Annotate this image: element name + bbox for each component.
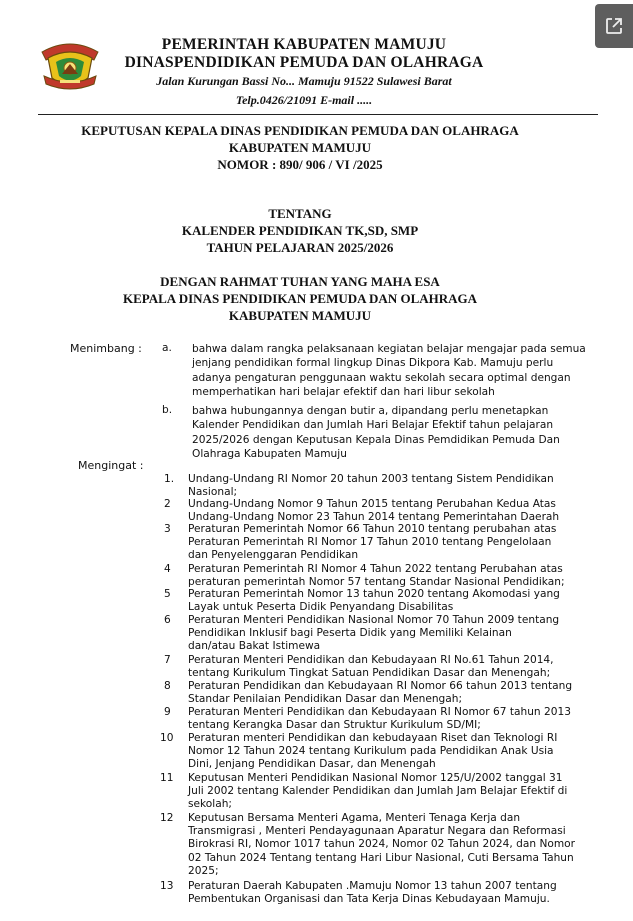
mengingat-marker: 1. [164, 473, 175, 485]
mengingat-item [188, 680, 608, 706]
mengingat-item [188, 732, 608, 772]
mengingat-marker: 5 [164, 588, 171, 600]
text-line: bahwa hubungannya dengan butir a, dipandang perlu menetapkan [192, 405, 549, 417]
letterhead-address: Jalan Kurungan Bassi No... Mamuju 91522 Sulawesi Barat [156, 74, 452, 88]
text-line: peraturan pemerintah Nomor 57 tentang Standar Nasional Pendidikan; [188, 576, 565, 589]
text-line: Peraturan menteri Pendidikan dan kebudayaan Riset dan Teknologi RI [188, 732, 558, 744]
text-line: Standar Penilaian Pendidikan Dasar dan Menengah; [188, 693, 463, 706]
about-subject-1: KALENDER PENDIDIKAN TK,SD, SMP [181, 223, 419, 238]
text-line: tentang Kurikulum Tingkat Satuan Pendidikan Dasar dan Menengah; [188, 667, 551, 680]
menimbang-label: Menimbang : [70, 342, 142, 355]
text-line: Undang-Undang Nomor 23 Tahun 2014 tentang Pemerintahan Daerah [188, 511, 560, 524]
blessing-line-1: DENGAN RAHMAT TUHAN YANG MAHA ESA [160, 274, 440, 289]
mengingat-item [188, 772, 608, 812]
text-line: Layak untuk Peserta Didik Penyandang Disabilitas [188, 601, 454, 614]
mengingat-marker: 8 [164, 680, 171, 692]
mengingat-item [188, 523, 608, 563]
decree-number: NOMOR : 890/ 906 / VI /2025 [217, 157, 383, 172]
mengingat-item [188, 654, 608, 680]
menimbang-item [192, 404, 608, 462]
text-line: memperhatikan hari belajar efektif dan hari libur sekolah [192, 386, 495, 399]
text-line: dan Penyelenggaran Pendidikan [188, 549, 359, 562]
menimbang-marker: a. [162, 342, 172, 354]
letterhead-government: PEMERINTAH KABUPATEN MAMUJU [161, 36, 447, 53]
decree-title-2: KABUPATEN MAMUJU [228, 140, 372, 155]
blessing-line-3: KABUPATEN MAMUJU [228, 308, 372, 323]
text-line: 2025/2026 dengan Keputusan Kepala Dinas Pemdidikan Pemuda Dan [192, 433, 560, 446]
decree-title-1: KEPUTUSAN KEPALA DINAS PENDIDIKAN PEMUDA DAN OLAHRAGA [81, 123, 519, 138]
text-line: Peraturan Pemerintah Nomor 13 tahun 2020 tentang Akomodasi yang [188, 588, 560, 600]
menimbang-marker: b. [162, 404, 173, 416]
text-line: 2025; [188, 864, 219, 877]
text-line: Peraturan Pemerintah Nomor 66 Tahun 2010 tentang perubahan atas [188, 523, 557, 535]
mengingat-marker: 4 [164, 563, 171, 575]
text-line: Olahraga Kabupaten Mamuju [192, 448, 347, 461]
mengingat-marker: 11 [160, 772, 174, 784]
text-line: Peraturan Daerah Kabupaten .Mamuju Nomor 13 tahun 2007 tentang [188, 880, 557, 892]
blessing-line-2: KEPALA DINAS PENDIDIKAN PEMUDA DAN OLAHRAGA [122, 291, 478, 306]
text-line: jenjang pendidikan formal lingkup Dinas Dikpora Kab. Mamuju perlu [192, 357, 554, 370]
mengingat-marker: 9 [164, 706, 171, 718]
text-line: Peraturan Pendidikan dan Kebudayaan RI Nomor 66 tahun 2013 tentang [188, 680, 573, 692]
external-link-icon [604, 16, 624, 36]
mengingat-item [188, 588, 608, 614]
mengingat-marker: 13 [160, 880, 174, 892]
text-line: Peraturan Menteri Pendidikan dan Kebudayaan RI No.61 Tahun 2014, [188, 654, 554, 666]
text-line: 02 Tahun 2024 Tentang tentang Hari Libur Nasional, Cuti Bersama Tahun [188, 851, 574, 864]
letterhead-contact: Telp.0426/21091 E-mail ..... [235, 93, 373, 107]
menimbang-item [192, 342, 592, 400]
text-line: Peraturan Pemerintah RI Nomor 4 Tahun 2022 tentang Perubahan atas [188, 563, 563, 575]
mengingat-marker: 10 [160, 732, 174, 744]
text-line: Pembentukan Organisasi dan Tata Kerja Dinas Kebudayaan Mamuju. [188, 893, 550, 906]
text-line: Kalender Pendidikan dan Jumlah Hari Belajar Efektif tahun pelajaran [192, 419, 554, 432]
text-line: tentang Kerangka Dasar dan Struktur Kurikulum SD/MI; [188, 719, 481, 732]
text-line: Transmigrasi , Menteri Pendayagunaan Aparatur Negara dan Reformasi [188, 825, 566, 838]
mengingat-item [188, 498, 608, 524]
regency-emblem-icon [40, 38, 100, 90]
text-line: Dini, Jenjang Pendidikan Dasar, dan Menengah [188, 758, 436, 771]
text-line: Undang-Undang RI Nomor 20 tahun 2003 tentang Sistem Pendidikan [188, 473, 554, 485]
text-line: Keputusan Bersama Menteri Agama, Menteri Tenaga Kerja dan [188, 812, 521, 824]
mengingat-label: Mengingat : [78, 459, 144, 472]
text-line: Pendidikan Inklusif bagi Peserta Didik yang Memiliki Kelainan [188, 627, 512, 640]
text-line: Nasional; [188, 486, 238, 499]
letterhead-agency: DINASPENDIDIKAN PEMUDA DAN OLAHRAGA [124, 54, 484, 71]
mengingat-item [188, 812, 608, 878]
letterhead [104, 36, 504, 109]
text-line: Keputusan Menteri Pendidikan Nasional Nomor 125/U/2002 tanggal 31 [188, 772, 563, 784]
text-line: sekolah; [188, 798, 232, 811]
mengingat-marker: 3 [164, 523, 171, 535]
about-subject-2: TAHUN PELAJARAN 2025/2026 [206, 240, 394, 255]
mengingat-item [188, 880, 608, 906]
text-line: adanya pengaturan penggunaan waktu sekolah secara optimal dengan [192, 371, 571, 384]
mengingat-item [188, 706, 608, 732]
expand-button[interactable] [595, 4, 633, 48]
text-line: bahwa dalam rangka pelaksanaan kegiatan belajar mengajar pada semua [192, 343, 586, 355]
mengingat-item [188, 563, 608, 589]
letterhead-divider [38, 114, 598, 115]
mengingat-marker: 12 [160, 812, 174, 824]
mengingat-marker: 6 [164, 614, 171, 626]
text-line: dan/atau Bakat Istimewa [188, 640, 321, 653]
mengingat-item [188, 614, 608, 654]
text-line: Undang-Undang Nomor 9 Tahun 2015 tentang Perubahan Kedua Atas [188, 498, 556, 510]
mengingat-marker: 7 [164, 654, 171, 666]
text-line: Peraturan Menteri Pendidikan Nasional Nomor 70 Tahun 2009 tentang [188, 614, 560, 626]
mengingat-item [188, 473, 608, 499]
text-line: Birokrasi RI, Nomor 1017 tahun 2024, Nomor 02 Tahun 2024, dan Nomor [188, 838, 576, 851]
text-line: Peraturan Pemerintah RI Nomor 17 Tahun 2010 tentang Pengelolaan [188, 536, 552, 549]
text-line: Peraturan Menteri Pendidikan dan Kebudayaan RI Nomor 67 tahun 2013 [188, 706, 571, 718]
about-heading: TENTANG [268, 206, 332, 221]
text-line: Juli 2002 tentang Kalender Pendidikan dan Jumlah Jam Belajar Efektif di [188, 785, 568, 798]
mengingat-marker: 2 [164, 498, 171, 510]
text-line: Nomor 12 Tahun 2024 tentang Kurikulum pada Pendidikan Anak Usia [188, 745, 554, 758]
